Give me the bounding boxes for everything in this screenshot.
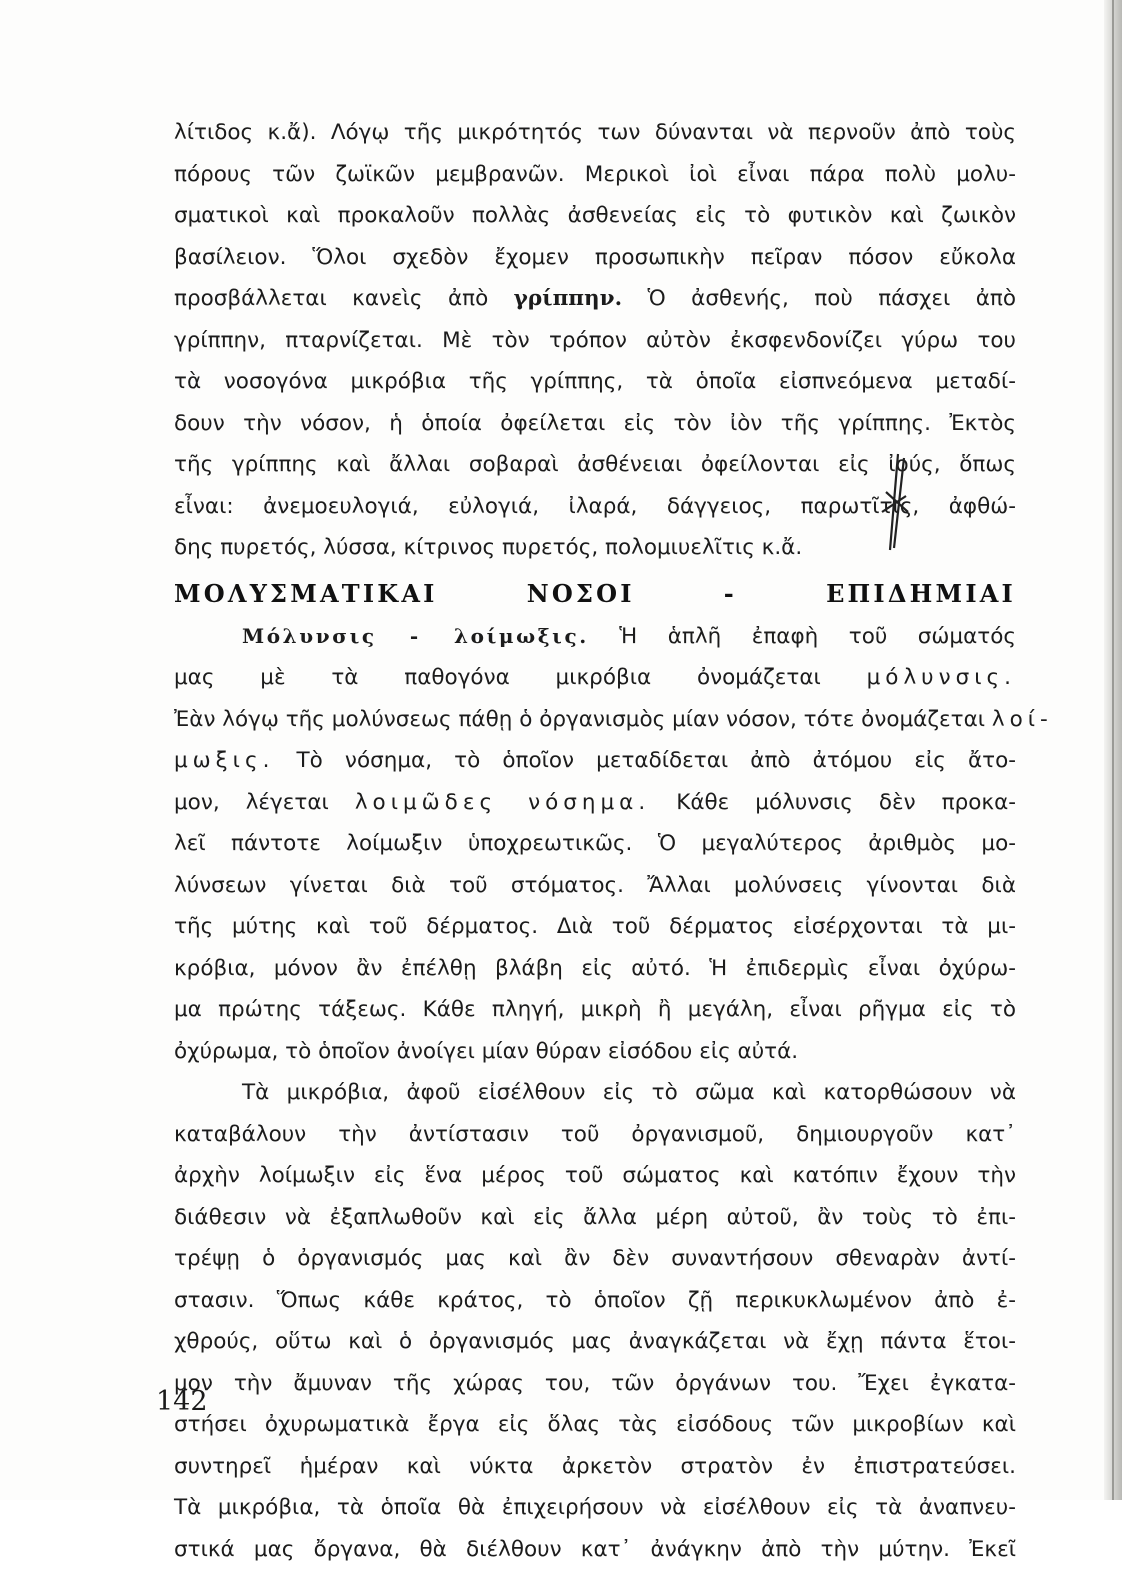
text-line — [174, 782, 1016, 824]
text-line: στήσει ὀχυρωματικὰ ἔργα εἰς ὅλας τὰς εἰσόδους τῶν μικροβίων καὶ — [174, 1404, 1016, 1446]
text-segment: Ἡ ἁπλῆ ἐπαφὴ τοῦ σώματός — [619, 624, 1016, 649]
text-line: κρόβια, μόνον ἂν ἐπέλθῃ βλάβη εἰς αὐτό. Ἡ ἐπιδερμὶς εἶναι ὀχύρω- — [174, 948, 1016, 990]
text-line: λίτιδος κ.ἄ). Λόγῳ τῆς μικρότητός των δύνανται νὰ περνοῦν ἀπὸ τοὺς — [174, 112, 1016, 154]
text-line: τῆς μύτης καὶ τοῦ δέρματος. Διὰ τοῦ δέρματος εἰσέρχονται τὰ μι- — [174, 906, 1016, 948]
text-line: στικά μας ὄργανα, θὰ διέλθουν κατ᾽ ἀνάγκην ἀπὸ τὴν μύτην. Ἐκεῖ — [174, 1529, 1016, 1570]
text-line: τρέψῃ ὁ ὀργανισμός μας καὶ ἂν δὲν συναντήσουν σθεναρὰν ἀντί- — [174, 1238, 1016, 1280]
page-number: 142 — [156, 1386, 208, 1417]
text-segment: προσβάλλεται κανεὶς ἀπὸ — [174, 286, 488, 311]
text-line — [174, 616, 1016, 658]
text-line: ἀρχὴν λοίμωξιν εἰς ἕνα μέρος τοῦ σώματος καὶ κατόπιν ἔχουν τὴν — [174, 1155, 1016, 1197]
text-line: μα πρώτης τάξεως. Κάθε πληγή, μικρὴ ἢ μεγάλη, εἶναι ρῆγμα εἰς τὸ — [174, 989, 1016, 1031]
text-line: βασίλειον. Ὅλοι σχεδὸν ἔχομεν προσωπικὴν πεῖραν πόσον εὔκολα — [174, 237, 1016, 279]
spaced-term: λοί- — [992, 707, 1053, 732]
text-segment: Ὁ ἀσθενής, ποὺ πάσχει ἀπὸ — [648, 286, 1016, 311]
text-line: πόρους τῶν ζωϊκῶν μεμβρανῶν. Μερικοὶ ἰοὶ εἶναι πάρα πολὺ μολυ- — [174, 154, 1016, 196]
text-line — [174, 657, 1016, 699]
text-segment: Ἐὰν λόγῳ τῆς μολύνσεως πάθῃ ὁ ὀργανισμὸς μίαν νόσον, τότε ὀνομάζεται — [174, 707, 985, 732]
text-line: δης πυρετός, λύσσα, κίτρινος πυρετός, πολομιυελῖτις κ.ἄ. — [174, 527, 1016, 569]
text-line: στασιν. Ὅπως κάθε κράτος, τὸ ὁποῖον ζῇ περικυκλωμένον ἀπὸ ἐ- — [174, 1280, 1016, 1322]
spaced-term: μωξις. — [174, 748, 274, 773]
text-line — [174, 278, 1016, 320]
text-line — [174, 699, 1016, 741]
text-line: λύνσεων γίνεται διὰ τοῦ στόματος. Ἄλλαι μολύνσεις γίνονται διὰ — [174, 865, 1016, 907]
text-line: γρίππην, πταρνίζεται. Μὲ τὸν τρόπον αὐτὸν ἐκσφενδονίζει γύρω του — [174, 320, 1016, 362]
text-line: συντηρεῖ ἡμέραν καὶ νύκτα ἀρκετὸν στρατὸν ἐν ἐπιστρατεύσει. — [174, 1446, 1016, 1488]
section-heading: ΜΟΛΥΣΜΑΤΙΚΑΙ ΝΟΣΟΙ - ΕΠΙΔΗΜΙΑΙ — [174, 573, 1016, 616]
text-segment: μον, λέγεται — [174, 790, 329, 815]
spaced-term: μόλυνσις. — [867, 665, 1016, 690]
spaced-term: λοιμῶδες νόσημα. — [355, 790, 650, 815]
text-line: Τὰ μικρόβια, τὰ ὁποῖα θὰ ἐπιχειρήσουν νὰ εἰσέλθουν εἰς τὰ ἀναπνευ- — [174, 1487, 1016, 1529]
text-line: σματικοὶ καὶ προκαλοῦν πολλὰς ἀσθενείας εἰς τὸ φυτικὸν καὶ ζωικὸν — [174, 195, 1016, 237]
text-segment: μας μὲ τὰ παθογόνα μικρόβια ὀνομάζεται — [174, 665, 821, 690]
text-segment: Κάθε μόλυνσις δὲν προκα- — [676, 790, 1016, 815]
binding-line — [1112, 0, 1114, 1500]
text-segment: Τὸ νόσημα, τὸ ὁποῖον μεταδίδεται ἀπὸ ἀτόμου εἰς ἄτο- — [297, 748, 1016, 773]
page-text — [174, 112, 1016, 1570]
text-line: καταβάλουν τὴν ἀντίστασιν τοῦ ὀργανισμοῦ, δημιουργοῦν κατ᾽ — [174, 1114, 1016, 1156]
bold-term: γρίππην. — [514, 286, 622, 311]
text-line: δουν τὴν νόσον, ἡ ὁποία ὀφείλεται εἰς τὸν ἰὸν τῆς γρίππης. Ἐκτὸς — [174, 403, 1016, 445]
subsection-title: Μόλυνσις - λοίμωξις. — [242, 624, 589, 648]
text-line: μον τὴν ἄμυναν τῆς χώρας του, τῶν ὀργάνων του. Ἔχει ἐγκατα- — [174, 1363, 1016, 1405]
text-line: εἶναι: ἀνεμοευλογιά, εὐλογιά, ἰλαρά, δάγγειος, παρωτῖτις, ἀφθώ- — [174, 486, 1016, 528]
text-line: λεῖ πάντοτε λοίμωξιν ὑποχρεωτικῶς. Ὁ μεγαλύτερος ἀριθμὸς μο- — [174, 823, 1016, 865]
text-line: Τὰ μικρόβια, ἀφοῦ εἰσέλθουν εἰς τὸ σῶμα καὶ κατορθώσουν νὰ — [174, 1072, 1016, 1114]
text-line: χθρούς, οὕτω καὶ ὁ ὀργανισμός μας ἀναγκάζεται νὰ ἔχῃ πάντα ἕτοι- — [174, 1321, 1016, 1363]
text-line: τῆς γρίππης καὶ ἄλλαι σοβαραὶ ἀσθένειαι ὀφείλονται εἰς ἰούς, ὅπως — [174, 444, 1016, 486]
text-line — [174, 740, 1016, 782]
text-line: τὰ νοσογόνα μικρόβια τῆς γρίππης, τὰ ὁποῖα εἰσπνεόμενα μεταδί- — [174, 361, 1016, 403]
text-line: ὀχύρωμα, τὸ ὁποῖον ἀνοίγει μίαν θύραν εἰσόδου εἰς αὐτά. — [174, 1031, 1016, 1073]
text-line: διάθεσιν νὰ ἐξαπλωθοῦν καὶ εἰς ἄλλα μέρη αὐτοῦ, ἂν τοὺς τὸ ἐπι- — [174, 1197, 1016, 1239]
